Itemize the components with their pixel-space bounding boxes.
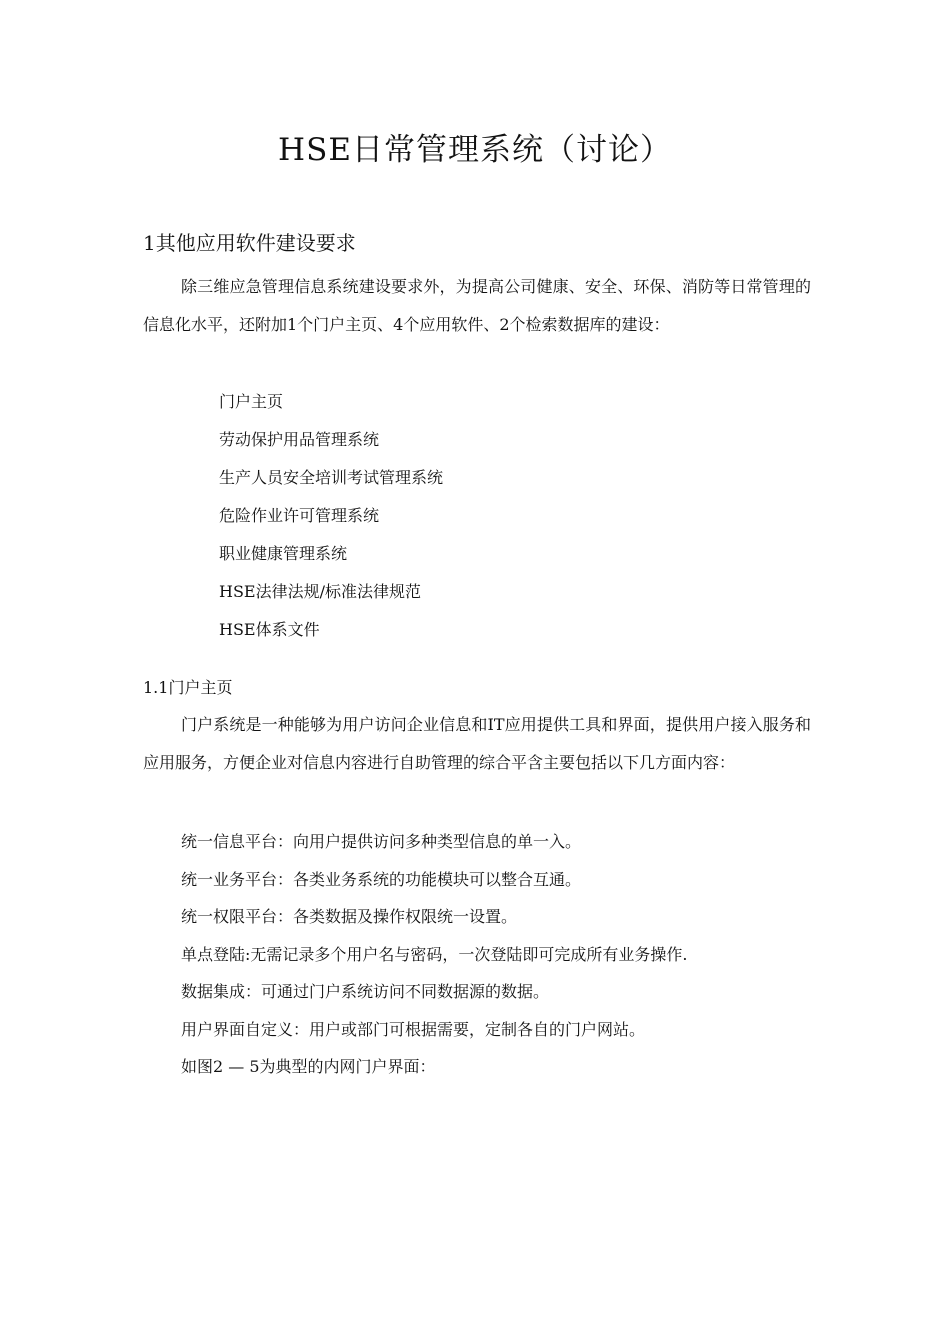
list-item: 用户界面自定义：用户或部门可根据需要，定制各自的门户网站。 <box>181 1019 646 1039</box>
section-heading-1-1: 1.1门户主页 <box>143 678 233 697</box>
software-list <box>219 383 443 649</box>
document-title: HSE日常管理系统（讨论） <box>278 132 672 168</box>
list-item: 单点登陆:无需记录多个用户名与密码，一次登陆即可完成所有业务操作. <box>181 944 688 964</box>
list-item: 如图2 — 5为典型的内网门户界面： <box>181 1057 436 1076</box>
portal-intro-paragraph: 门户系统是一种能够为用户访问企业信息和IT应用提供工具和界面，提供用户接入服务和应用服务，方便企业对信息内容进行自助管理的综合平含主要包括以下几方面内容： <box>143 715 811 772</box>
section-1-intro-paragraph: 除三维应急管理信息系统建设要求外，为提高公司健康、安全、环保、消防等日常管理的信息化水平，还附加1个门户主页、4个应用软件、2个检索数据库的建设： <box>143 277 811 334</box>
list-item: 危险作业许可管理系统 <box>219 506 380 525</box>
list-item: HSE法律法规/标准法律规范 <box>219 582 421 601</box>
list-item: 统一信息平台：向用户提供访问多种类型信息的单一入。 <box>181 832 582 851</box>
portal-feature-list <box>181 823 687 1086</box>
list-item: HSE体系文件 <box>219 620 320 639</box>
list-item: 数据集成：可通过门户系统访问不同数据源的数据。 <box>181 982 550 1001</box>
list-item: 门户主页 <box>219 392 284 411</box>
list-item: 劳动保护用品管理系统 <box>219 430 380 449</box>
list-item: 统一业务平台：各类业务系统的功能模块可以整合互通。 <box>181 869 582 889</box>
section-heading-1: 1其他应用软件建设要求 <box>143 231 356 255</box>
list-item: 职业健康管理系统 <box>219 544 348 563</box>
list-item: 生产人员安全培训考试管理系统 <box>219 468 444 487</box>
list-item: 统一权限平台：各类数据及操作权限统一设置。 <box>181 907 518 926</box>
